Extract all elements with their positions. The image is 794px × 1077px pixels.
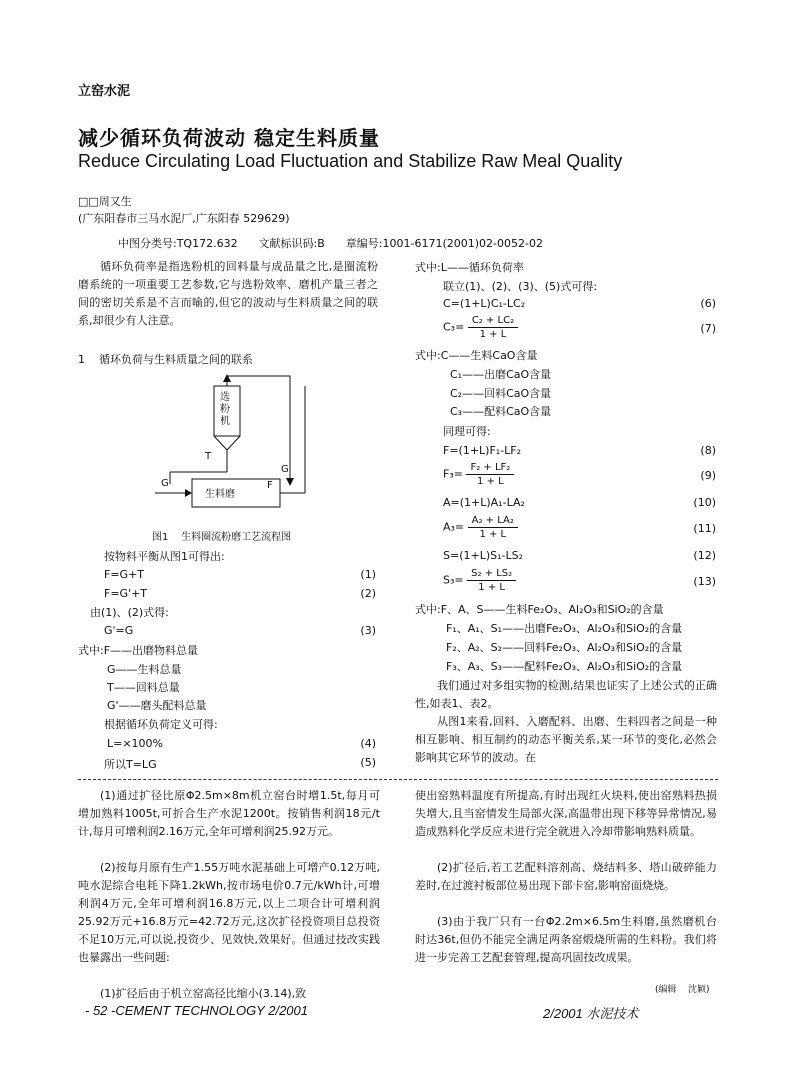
where-g-prime: G'——磨头配料总量	[107, 699, 207, 712]
where-l: 式中:L——循环负荷率	[415, 261, 524, 274]
figure-discussion-paragraph: 从图1来看,回料、入磨配料、出磨、生料四者之间是一种相互影响、相互制约的动态平衡关系,某一环节的变化,必然会影响其它环节的波动。在	[415, 715, 717, 764]
equation-7-denominator: 1 + L	[479, 329, 507, 340]
classification-line: 中图分类号:TQ172.632 文献标识码:B 章编号:1001-6171(2001)02-0052-02	[118, 237, 543, 250]
title-english: Reduce Circulating Load Fluctuation and Stabilize Raw Meal Quality	[78, 151, 623, 171]
equation-11-lhs: A₃=	[443, 520, 465, 534]
affiliation: (广东阳春市三马水泥厂,广东阳春 529629)	[78, 212, 290, 225]
equation-1-number: (1)	[360, 568, 376, 581]
section-heading-1: 1 循环负荷与生料质量之间的联系	[78, 353, 253, 366]
equation-4-number: (4)	[360, 737, 376, 750]
equation-7	[443, 314, 518, 341]
equation-9-numerator: F₂ + LF₂	[466, 461, 514, 475]
verify-paragraph: 我们通过对多组实物的检测,结果也证实了上述公式的正确性,如表1、表2。	[415, 679, 717, 710]
where-c1: C₁——出磨CaO含量	[450, 368, 552, 381]
equation-11-numerator: A₂ + LA₂	[468, 514, 518, 528]
similarly-note: 同理可得:	[443, 425, 491, 438]
figure-caption: 图1 生料圈流粉磨工艺流程图	[152, 532, 292, 543]
equation-9-denominator: 1 + L	[477, 476, 504, 487]
equation-11	[443, 514, 518, 541]
mill-label: 生料磨	[205, 489, 235, 500]
label-f: F	[267, 480, 273, 491]
equation-11-number: (11)	[693, 522, 716, 535]
editor-credit: (编辑 沈颖)	[655, 985, 710, 995]
equation-5-number: (5)	[360, 756, 376, 769]
where-fas-2: F₂、A₂、S₂——回料Fe₂O₃、Al₂O₃和SiO₂的含量	[446, 641, 683, 654]
bottom-right-paragraph-2: (2)扩径后,若工艺配料溶剂高、烧结料多、塔山破碎能力差时,在过渡衬板部位易出现下部卡窑,影响窑面烧烧。	[415, 861, 717, 892]
equation-2-number: (2)	[360, 587, 376, 600]
where-c3: C₃——配料CaO含量	[450, 405, 552, 418]
equation-8: F=(1+L)F₁-LF₂	[443, 444, 522, 457]
label-g-prime: G'	[161, 478, 172, 489]
equation-13-numerator: S₂ + LS₂	[467, 567, 516, 581]
equation-13	[443, 567, 516, 594]
equation-7-numerator: C₂ + LC₂	[468, 314, 518, 328]
where-t: T——回料总量	[107, 681, 180, 694]
where-g: G——生料总量	[107, 663, 182, 676]
equation-7-lhs: C₃=	[443, 320, 465, 334]
section-label: 立窑水泥	[78, 84, 131, 99]
author: □□周又生	[78, 195, 132, 208]
equation-6-number: (6)	[700, 297, 716, 310]
separator-label: 选粉机	[220, 392, 230, 427]
equation-13-lhs: S₃=	[443, 573, 464, 587]
footer-left: - 52 -CEMENT TECHNOLOGY 2/2001	[85, 1003, 308, 1018]
balance-intro: 按物料平衡从图1可得出:	[104, 550, 225, 563]
equation-7-number: (7)	[700, 322, 716, 335]
equation-5: 所以T=LG	[104, 758, 157, 771]
label-t: T	[205, 451, 212, 462]
intro-paragraph: 循环负荷率是指选粉机的回料量与成品量之比,是圈流粉磨系统的一项重要工艺参数,它与选粉效率、磨机产量三者之间的密切关系是不言而喻的,但它的波动与生料质量之间的联系,却很少有人注意。	[78, 260, 378, 327]
where-fas-1: F₁、A₁、S₁——出磨Fe₂O₃、Al₂O₃和SiO₂的含量	[446, 622, 683, 635]
equation-13-denominator: 1 + L	[478, 582, 505, 593]
equation-10: A=(1+L)A₁-LA₂	[443, 496, 525, 509]
equation-6: C=(1+L)C₁-LC₂	[443, 297, 526, 310]
equation-2: F=G'+T	[104, 587, 148, 600]
where-c2: C₂——回料CaO含量	[450, 387, 552, 400]
combine-note: 联立(1)、(2)、(3)、(5)式可得:	[443, 280, 598, 293]
where-f: 式中:F——出磨物料总量	[78, 644, 199, 657]
equation-8-number: (8)	[700, 444, 716, 457]
where-fas: 式中:F、A、S——生料Fe₂O₃、Al₂O₃和SiO₂的含量	[415, 603, 664, 616]
equation-11-fraction	[468, 514, 518, 541]
equation-12-number: (12)	[693, 549, 716, 562]
equation-11-denominator: 1 + L	[479, 529, 507, 540]
equation-1: F=G+T	[104, 568, 145, 581]
bottom-right-paragraph-3: (3)由于我厂只有一台Φ2.2m×6.5m生料磨,虽然磨机台时达36t,但仍不能完全满足两条窑煅烧所需的生料粉。我们将进一步完善工艺配套管理,提高巩固技改成果。	[415, 915, 717, 964]
equation-10-number: (10)	[693, 496, 716, 509]
equation-4: L=×100%	[107, 737, 164, 750]
equation-12: S=(1+L)S₁-LS₂	[443, 549, 524, 562]
where-c: 式中:C——生料CaO含量	[415, 349, 538, 362]
bottom-left-paragraph-1: (1)通过扩径比原Φ2.5m×8m机立窑台时增1.5t,每月可增加熟料1005t,可折合生产水泥1200t。按销售利润18元/t计,每月可增利润2.16万元,全年可增利润25.92万元。	[78, 789, 380, 838]
bottom-left-paragraph-3: (1)扩径后由于机立窑高径比缩小(3.14),致	[100, 987, 307, 1000]
title-chinese: 减少循环负荷波动 稳定生料质量	[78, 126, 380, 150]
equation-3: G'=G	[104, 624, 134, 637]
bottom-right-paragraph-1: 使出窑熟料温度有所提高,有时出现红火块料,使出窑熟料热损失增大,且当窑情发生局部火深,高温带出现下移等异常情况,易造成熟料化学反应未进行完全就进入冷却带影响熟料质量。	[415, 789, 717, 838]
derive-note: 由(1)、(2)式得:	[90, 606, 169, 619]
bottom-left-paragraph-2: (2)按每月原有生产1.55万吨水泥基础上可增产0.12万吨,吨水泥综合电耗下降1.2kWh,按市场电价0.7元/kWh计,可增利润4万元,全年可增利润16.8万元,以上二项合计可增利润25.92万元+16.8万元=42.72万元,这次扩径投资项目总投资不足10万元,可以说,投资少、见效快,效果好。但通过技改实践也暴露出一些问题:	[78, 861, 380, 964]
where-fas-3: F₃、A₃、S₃——配料Fe₂O₃、Al₂O₃和SiO₂的含量	[446, 660, 683, 673]
equation-7-fraction	[468, 314, 518, 341]
equation-9-number: (9)	[700, 469, 716, 482]
section-separator	[78, 779, 718, 780]
equation-13-fraction	[467, 567, 516, 594]
equation-13-number: (13)	[693, 575, 716, 588]
label-g: G	[281, 464, 289, 475]
footer-right: 2/2001 水泥技术	[543, 1006, 639, 1021]
equation-9	[443, 461, 514, 488]
equation-9-fraction	[466, 461, 514, 488]
equation-3-number: (3)	[360, 624, 376, 637]
equation-9-lhs: F₃=	[443, 467, 463, 481]
definition-intro: 根据循环负荷定义可得:	[104, 718, 218, 731]
